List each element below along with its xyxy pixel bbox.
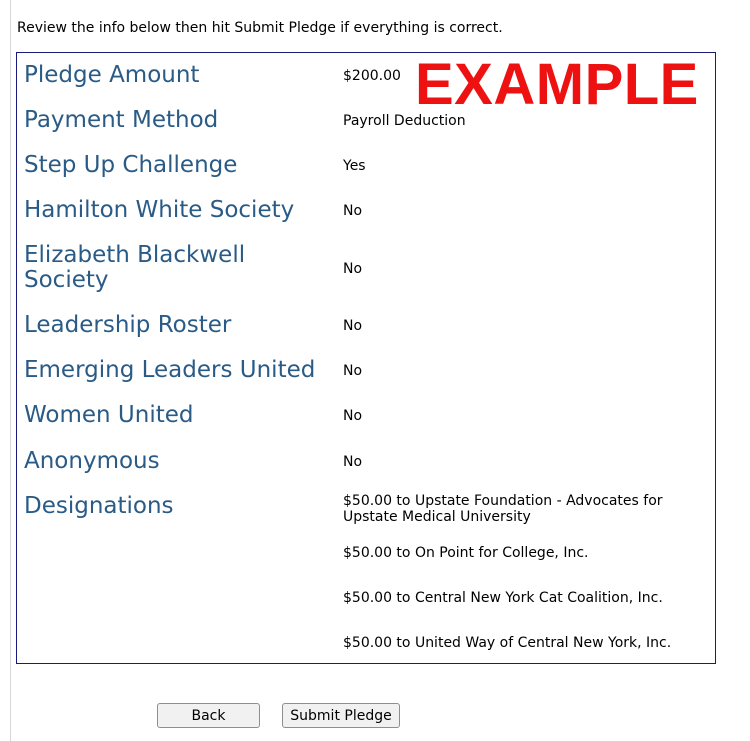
women-united-label: Women United	[24, 402, 194, 428]
elizabeth-blackwell-society-value: No	[343, 261, 363, 277]
designation-item: $50.00 to On Point for College, Inc.	[343, 545, 589, 561]
designation-item: $50.00 to Upstate Foundation - Advocates for Upstate Medical University	[343, 493, 663, 525]
hamilton-white-society-value: No	[343, 203, 363, 219]
pledge-amount-value: $200.00	[343, 68, 401, 84]
pledge-amount-label: Pledge Amount	[24, 62, 200, 88]
back-button[interactable]: Back	[157, 703, 260, 728]
designation-item: $50.00 to United Way of Central New York, Inc.	[343, 635, 672, 651]
anonymous-label: Anonymous	[24, 448, 160, 474]
step-up-challenge-label: Step Up Challenge	[24, 152, 238, 178]
emerging-leaders-united-value: No	[343, 363, 363, 379]
designations-label: Designations	[24, 493, 174, 519]
pledge-review-panel	[16, 52, 716, 664]
elizabeth-blackwell-society-label: Elizabeth Blackwell Society	[24, 242, 246, 293]
left-divider	[10, 0, 11, 741]
leadership-roster-label: Leadership Roster	[24, 312, 232, 338]
women-united-value: No	[343, 408, 363, 424]
hamilton-white-society-label: Hamilton White Society	[24, 197, 295, 223]
leadership-roster-value: No	[343, 318, 363, 334]
emerging-leaders-united-label: Emerging Leaders United	[24, 357, 316, 383]
payment-method-value: Payroll Deduction	[343, 113, 466, 129]
example-watermark: EXAMPLE	[415, 52, 699, 117]
payment-method-label: Payment Method	[24, 107, 219, 133]
step-up-challenge-value: Yes	[343, 158, 366, 174]
anonymous-value: No	[343, 454, 363, 470]
intro-instructions: Review the info below then hit Submit Pledge if everything is correct.	[17, 20, 503, 36]
designation-item: $50.00 to Central New York Cat Coalition, Inc.	[343, 590, 663, 606]
submit-pledge-button[interactable]: Submit Pledge	[282, 703, 400, 728]
